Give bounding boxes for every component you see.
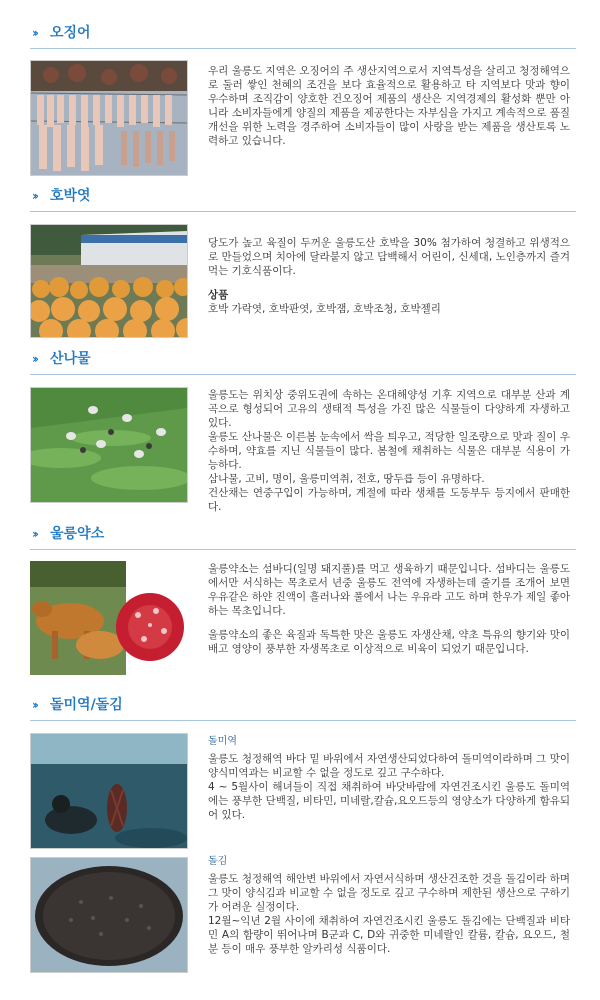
section-title-beef: 울릉약소 (50, 526, 105, 542)
section-header-wild-greens (30, 346, 576, 375)
chevron-right-icon: ›› (32, 527, 36, 541)
subsection-label-laver: 돌김 (208, 856, 228, 867)
beef-paragraph: 울릉약소의 좋은 육질과 독특한 맛은 울릉도 자생산채, 약초 특유의 향기와 맛이 배고 영양이 풍부한 자생목초로 이상적으로 비육이 되었기 때문입니다. (208, 629, 570, 655)
chevron-right-icon: ›› (32, 352, 36, 366)
section-title-pumpkin: 호박엿 (50, 188, 91, 204)
chevron-right-icon: ›› (32, 698, 36, 712)
wild-greens-paragraph: 울릉도 산나물은 이른봄 눈속에서 싹을 틔우고, 적당한 일조량으로 맛과 질이 우수하며, 약효를 지닌 식물들이 많다. 봄철에 채취하는 식물은 대부분 식용이 가능하다. (208, 431, 570, 471)
laver-photo (30, 857, 188, 973)
squid-drying-photo (30, 60, 188, 176)
section-title-seaweed: 돌미역/돌김 (50, 697, 123, 713)
section-title-squid: 오징어 (50, 25, 91, 41)
section-header-pumpkin (30, 183, 576, 212)
chevron-right-icon: ›› (32, 189, 36, 203)
cattle-and-beef-photo (30, 561, 186, 675)
section-header-seaweed (30, 692, 576, 721)
pumpkin-paragraph: 당도가 높고 육질이 두꺼운 울릉도산 호박을 30% 첨가하여 청결하고 위생적으로 만들었으며 치아에 달라붙지 않고 담백해서 어린이, 신세대, 노인층까지 즐겨먹는 기호식품이다. (208, 237, 570, 277)
section-header-beef (30, 521, 576, 550)
seaweed-diver-photo (30, 733, 188, 849)
pumpkin-description (208, 236, 570, 316)
beef-description (208, 562, 570, 656)
wild-greens-paragraph: 삼나물, 고비, 명이, 울릉미역취, 전호, 땅두릅 등이 유명하다. (208, 473, 485, 485)
subsection-label-seaweed: 돌미역 (208, 736, 237, 747)
laver-paragraph: 12월~익년 2월 사이에 채취하여 자연건조시킨 울릉도 돌김에는 단백질과 비타민 A의 함량이 뛰어나며 B군과 C, D와 귀중한 미네랄인 칼륨, 칼슘, 요오드, 철분 등이 매우 풍부한 알카리성 식품이다. (208, 915, 570, 955)
laver-paragraph: 울릉도 청정해역 해안변 바위에서 자연서식하며 생산건조한 것을 돌김이라 하며 그 맛이 양식김과 비교할 수 없을 정도로 깊고 구수하며 제한된 생산으로 구하기가 어려운 실정이다. (208, 873, 570, 913)
section-header-squid (30, 20, 576, 49)
product-list: 호박 가락엿, 호박판엿, 호박잼, 호박조청, 호박젤리 (208, 303, 441, 315)
product-label: 상품 (208, 289, 229, 301)
seaweed-description (208, 735, 570, 822)
beef-paragraph: 울릉약소는 섬바디(일명 돼지풀)를 먹고 생육하기 때문입니다. 섬바디는 울릉도에서만 서식하는 목초로서 년중 울릉도 전역에 자생하는데 줄기를 조개어 보면 우유같은 하얀 진액이 흘러나와 풀에서 나는 우유라 고도 하며 한우가 제일 좋아하는 목초입니다. (208, 563, 570, 617)
wild-greens-paragraph: 울릉도는 위치상 중위도권에 속하는 온대해양성 기후 지역으로 대부분 산과 계곡으로 형성되어 고유의 생태적 특성을 가진 많은 식물들이 다양하게 자생하고 있다. (208, 389, 570, 429)
wild-greens-description (208, 388, 570, 514)
seaweed-paragraph: 울릉도 청정해역 바다 밑 바위에서 자연생산되었다하여 돌미역이라하며 그 맛이 양식미역과는 비교할 수 없을 정도로 깊고 구수하다. (208, 753, 570, 779)
squid-description (208, 64, 570, 148)
pumpkin-photo (30, 224, 188, 338)
section-title-wild-greens: 산나물 (50, 351, 91, 367)
seaweed-paragraph: 4 ~ 5월사이 해녀들이 직접 채취하여 바닷바람에 자연건조시킨 울릉도 돌미역에는 풍부한 단백질, 비타민, 미네랄,칼슘,요오드등의 영양소가 다양하게 함유되어 있다. (208, 781, 570, 821)
laver-description (208, 855, 570, 956)
wild-greens-paragraph: 건산채는 연중구입이 가능하며, 계절에 따라 생채를 도동부두 등지에서 판매한다. (208, 487, 570, 513)
chevron-right-icon: ›› (32, 26, 36, 40)
squid-paragraph: 우리 울릉도 지역은 오징어의 주 생산지역으로서 지역특성을 살리고 청정해역으로 둘러 쌓인 천혜의 조건을 보다 효율적으로 활용하고 타 지역보다 맛과 향이 우수하며 조직감이 양호한 건오징어 제품의 생산은 지역경제의 활성화 뿐만 아니라 소비자들에게 양질의 제품을 제공한다는 자부심을 가지고 계속적으로 품질개선을 위한 노력을 경주하여 소비자들이 많이 사랑을 받는 제품을 생산토록 노력하고 있습니다. (208, 65, 570, 147)
wild-greens-field-photo (30, 387, 188, 503)
